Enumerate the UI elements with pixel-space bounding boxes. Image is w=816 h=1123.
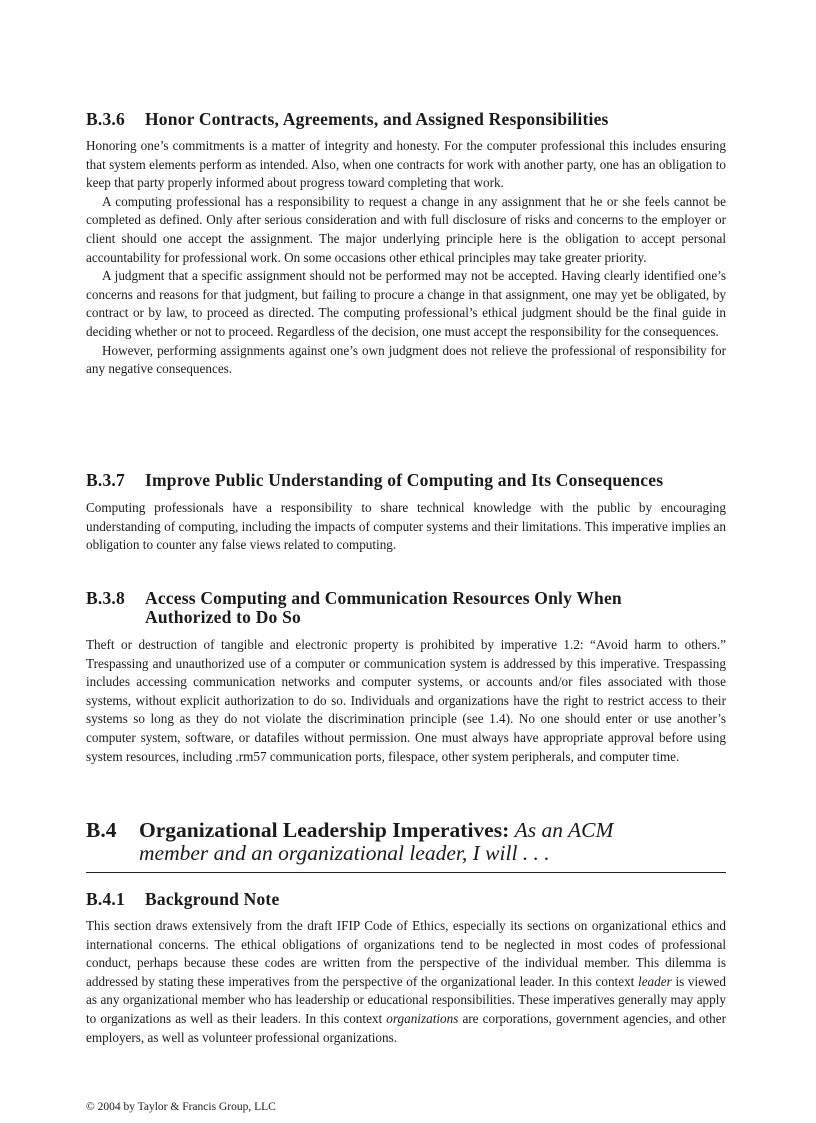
text-run: This section draws extensively from the draft IFIP Code of Ethics, especially its sections on organizational ethics and international concerns. The ethical obligations of organizations tend to be neglected in most codes of professional conduct, perhaps because these codes are written from the perspective of the individual member. This dilemma is addressed by stating these imperatives from the perspective of the organizational leader. In this context xyxy=(86,918,726,989)
paragraph: Honoring one’s commitments is a matter of integrity and honesty. For the computer professional this includes ensuring that system elements perform as intended. Also, when one contracts for work with another party, one has an obligation to keep that party properly informed about progress toward completing that work. xyxy=(86,138,726,191)
section-title: Access Computing and Communication Resources Only When Authorized to Do So xyxy=(145,588,622,627)
paragraph: Theft or destruction of tangible and electronic property is prohibited by imperative 1.2: “Avoid harm to others.” Trespassing and unauthorized use of a computer or communication system is addressed by this imperative. Trespassing includes accessing communication networks and computer systems, or accounts and/or files associated with those systems, without explicit authorization to do so. Individuals and organizations have the right to restrict access to their systems so long as they do not violate the discrimination principle (see 1.4). No one should enter or use another’s computer system, software, or datafiles without permission. One must always have appropriate approval before using system resources, including .rm57 communication ports, filespace, other system peripherals, and computer time. xyxy=(86,637,726,764)
emphasis-organizations: organizations xyxy=(386,1010,459,1026)
copyright-footer: © 2004 by Taylor & Francis Group, LLC xyxy=(86,1101,276,1113)
paragraph: Computing professionals have a responsibility to share technical knowledge with the public by encouraging understanding of computing, including the impacts of computer systems and their limitations. This imperative implies an obligation to counter any false views related to computing. xyxy=(86,500,726,553)
text-run: are corporations, government agencies, and other employers, as well as volunteer professional organizations. xyxy=(86,1010,727,1045)
heading-rule xyxy=(86,872,726,873)
section-number: B.3.6 xyxy=(86,109,125,129)
section-number: B.3.7 xyxy=(86,470,125,490)
section-number: B.3.8 xyxy=(86,588,125,608)
section-number: B.4.1 xyxy=(86,889,125,909)
section-body-b3-6 xyxy=(86,137,726,379)
paragraph xyxy=(86,917,726,1047)
section-body-b3-8 xyxy=(86,636,726,766)
section-body-b3-7 xyxy=(86,499,726,555)
title-bold: Organizational Leadership Imperatives: xyxy=(139,818,510,842)
section-title: Background Note xyxy=(145,889,280,909)
emphasis-leader: leader xyxy=(638,973,672,989)
section-title: Improve Public Understanding of Computing and Its Consequences xyxy=(145,470,664,490)
paragraph: However, performing assignments against one’s own judgment does not relieve the professional of responsibility for any negative consequences. xyxy=(86,342,726,377)
section-number: B.4 xyxy=(86,818,117,842)
paragraph: A computing professional has a responsibility to request a change in any assignment that he or she feels cannot be completed as defined. Only after serious consideration and with full disclosure of risks and concerns to the employer or client should one accept the assignment. The major underlying principle here is the obligation to accept personal accountability for professional work. On some occasions other ethical principles may take greater priority. xyxy=(86,193,726,265)
text-run: is viewed as any organizational member who has leadership or educational responsibilities. These imperatives generally may apply to organizations as well as their leaders. In this context xyxy=(86,973,727,1026)
section-title xyxy=(139,819,679,865)
title-italic: As an ACM member and an organizational leader, I will . . . xyxy=(139,818,614,865)
section-title: Honor Contracts, Agreements, and Assigned Responsibilities xyxy=(145,109,609,129)
section-body-b4-1 xyxy=(86,917,726,1047)
paragraph: A judgment that a specific assignment should not be performed may not be accepted. Having clearly identified one’s concerns and reasons for that judgment, but failing to procure a change in that assignment, one may yet be obligated, by contract or by law, to proceed as directed. The computing professional’s ethical judgment should be the final guide in deciding whether or not to proceed. Regardless of the decision, one must accept the responsibility for the consequences. xyxy=(86,268,726,339)
